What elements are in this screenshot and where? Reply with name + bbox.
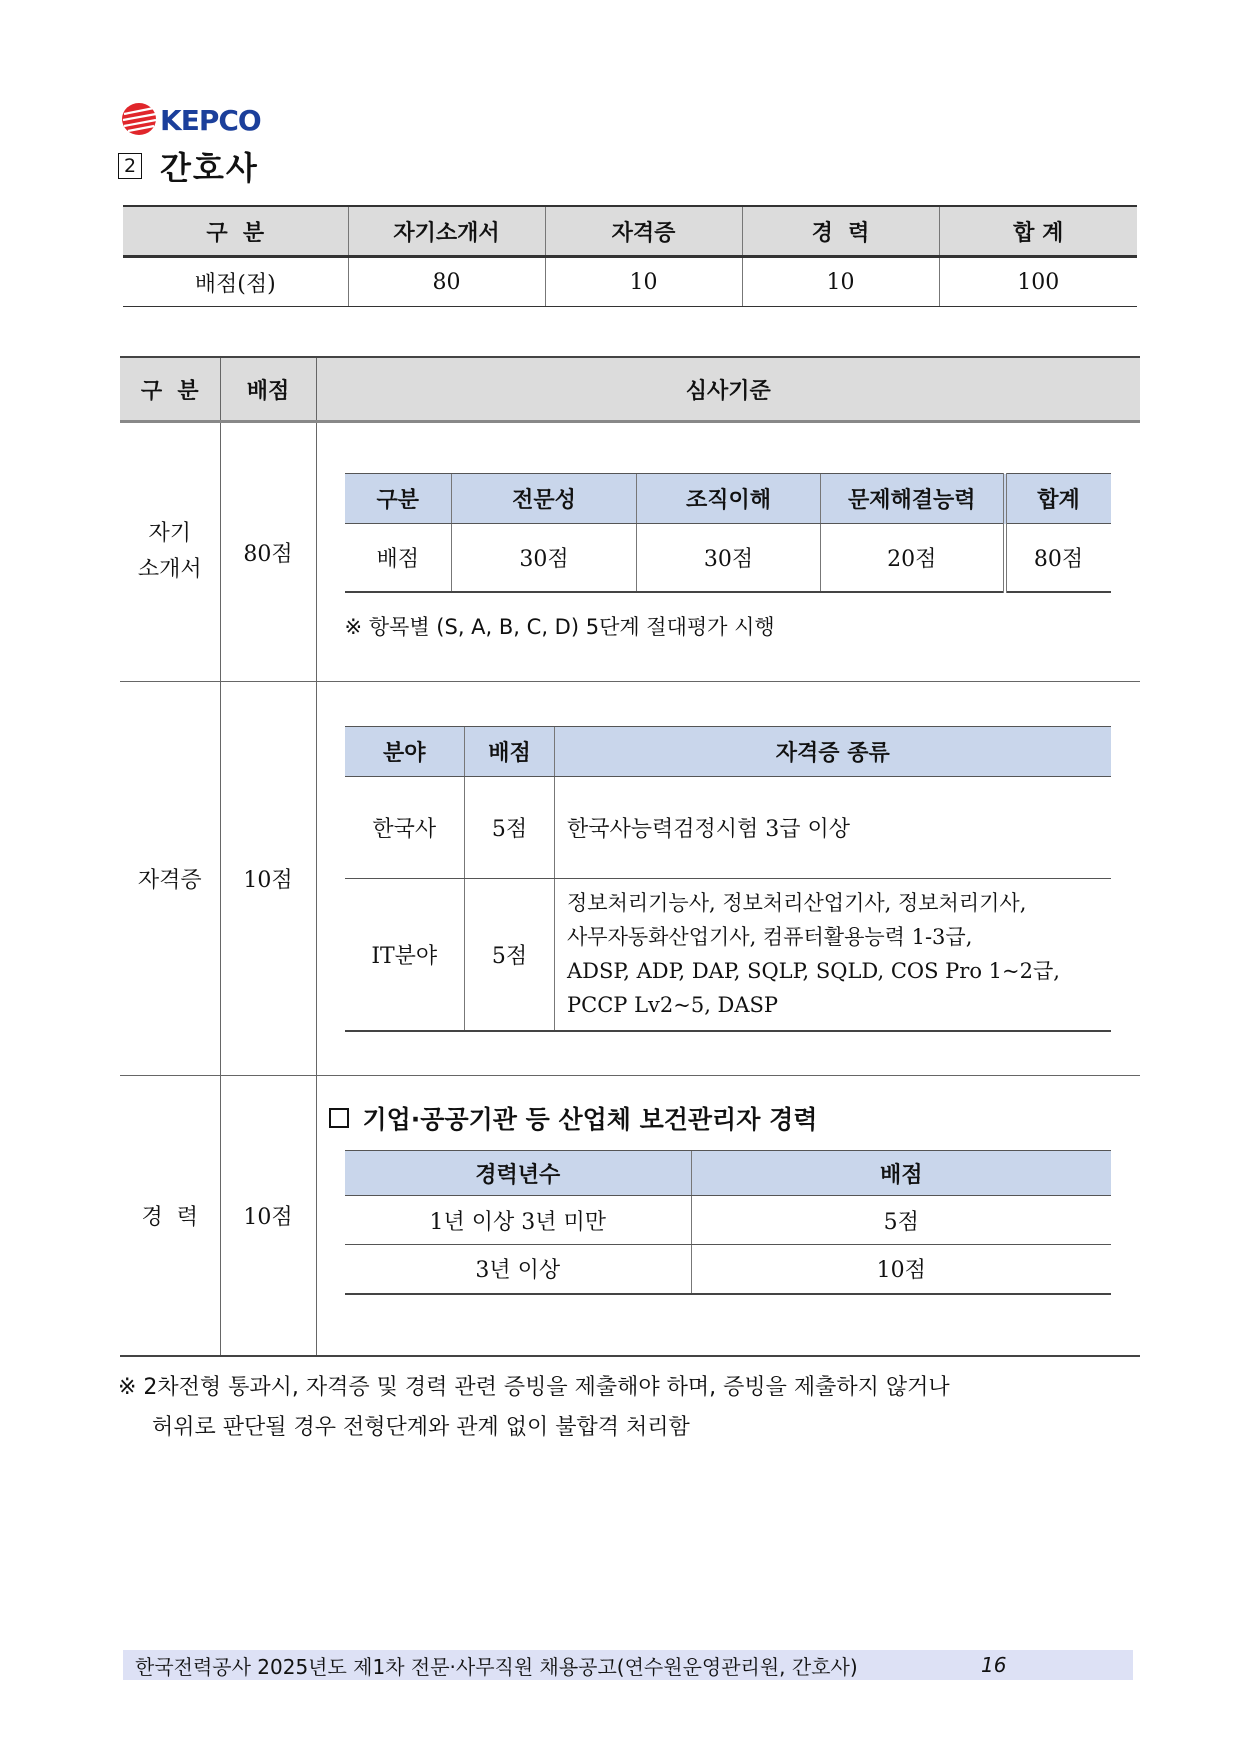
header-category: 구 분 (120, 357, 220, 422)
row-label-line1: 자기 (148, 521, 191, 546)
table-row (345, 879, 1111, 1031)
table-header-row (345, 474, 1111, 524)
page-footer (123, 1650, 1133, 1680)
table-header-row (120, 357, 1140, 422)
cell-total: 80점 (1005, 524, 1111, 592)
cell-score: 5점 (465, 879, 555, 1031)
cell-field: 한국사 (345, 777, 465, 879)
table-row (345, 524, 1111, 592)
row-criteria (316, 1076, 1140, 1356)
table-row (345, 777, 1111, 879)
cell-problem-solving: 20점 (821, 524, 1005, 592)
table-header-row (345, 1151, 1111, 1196)
header-total: 합계 (1005, 474, 1111, 524)
score-summary-table (123, 205, 1137, 307)
career-subtitle-text: 기업·공공기관 등 산업체 보건관리자 경력 (362, 1105, 818, 1134)
header-certificate: 자격증 (545, 206, 742, 257)
header-total: 합 계 (939, 206, 1137, 257)
header-field: 분야 (345, 727, 465, 777)
cell-career-years: 3년 이상 (345, 1245, 692, 1294)
criteria-row-self-intro (120, 422, 1140, 682)
criteria-table (120, 356, 1140, 1357)
cell-total-score: 100 (939, 257, 1137, 307)
row-criteria (316, 682, 1140, 1076)
cert-line: 사무자동화산업기사, 컴퓨터활용능력 1-3급, (567, 925, 973, 950)
header-category: 구분 (345, 474, 452, 524)
submission-note (118, 1368, 1138, 1448)
cell-score: 5점 (465, 777, 555, 879)
header-expertise: 전문성 (452, 474, 637, 524)
row-label (120, 422, 220, 682)
note-line1: ※ 2차전형 통과시, 자격증 및 경력 관련 증빙을 제출해야 하며, 증빙을 제출하지 않거나 (118, 1375, 950, 1400)
cell-career-years: 1년 이상 3년 미만 (345, 1196, 692, 1245)
cert-line: ADSP, ADP, DAP, SQLP, SQLD, COS Pro 1~2급, (567, 959, 1060, 984)
criteria-row-certificate (120, 682, 1140, 1076)
header-org-understanding: 조직이해 (637, 474, 821, 524)
table-header-row (123, 206, 1137, 257)
table-row (345, 1196, 1111, 1245)
cell-score-label: 배점(점) (123, 257, 348, 307)
kepco-wordmark: KEPCO (160, 104, 261, 137)
kepco-emblem-icon (122, 103, 156, 135)
cell-org-understanding: 30점 (637, 524, 821, 592)
cell-cert-types (555, 879, 1111, 1031)
cert-line: 정보처리기능사, 정보처리산업기사, 정보처리기사, (567, 891, 1027, 916)
header-score: 배점 (220, 357, 316, 422)
table-row (123, 257, 1137, 307)
criteria-row-career (120, 1076, 1140, 1356)
header-score: 배점 (692, 1151, 1111, 1196)
career-subtitle (329, 1100, 1141, 1136)
note-line2: 허위로 판단될 경우 전형단계와 관계 없이 불합격 처리함 (152, 1415, 690, 1440)
table-row (345, 1245, 1111, 1294)
header-criteria: 심사기준 (316, 357, 1140, 422)
header-self-intro: 자기소개서 (348, 206, 545, 257)
cell-self-intro-score: 80 (348, 257, 545, 307)
section-title: 간호사 (160, 149, 259, 187)
header-cert-types: 자격증 종류 (555, 727, 1111, 777)
cell-career-score: 10 (742, 257, 939, 307)
cell-score: 10점 (692, 1245, 1111, 1294)
header-score: 배점 (465, 727, 555, 777)
cell-field: IT분야 (345, 879, 465, 1031)
cell-label: 배점 (345, 524, 452, 592)
cert-line: PCCP Lv2~5, DASP (567, 993, 779, 1018)
checkbox-square-icon (329, 1108, 349, 1128)
cell-expertise: 30점 (452, 524, 637, 592)
row-label: 경 력 (120, 1076, 220, 1356)
row-score: 10점 (220, 682, 316, 1076)
certificate-table (345, 726, 1111, 1032)
page-number: 16 (981, 1653, 1007, 1677)
row-criteria (316, 422, 1140, 682)
self-intro-score-table (345, 473, 1111, 593)
header-category: 구 분 (123, 206, 348, 257)
row-label-line2: 소개서 (137, 557, 202, 582)
section-number: 2 (118, 153, 142, 179)
section-heading (118, 146, 259, 186)
cell-certificate-score: 10 (545, 257, 742, 307)
table-header-row (345, 727, 1111, 777)
kepco-logo (120, 100, 280, 138)
header-problem-solving: 문제해결능력 (821, 474, 1005, 524)
cell-cert-types: 한국사능력검정시험 3급 이상 (555, 777, 1111, 879)
cell-score: 5점 (692, 1196, 1111, 1245)
header-career: 경 력 (742, 206, 939, 257)
row-score: 10점 (220, 1076, 316, 1356)
row-score: 80점 (220, 422, 316, 682)
footer-text: 한국전력공사 2025년도 제1차 전문·사무직원 채용공고(연수원운영관리원, 간호사) (135, 1654, 858, 1679)
evaluation-note: ※ 항목별 (S, A, B, C, D) 5단계 절대평가 시행 (344, 614, 775, 639)
header-career-years: 경력년수 (345, 1151, 692, 1196)
row-label: 자격증 (120, 682, 220, 1076)
career-table (345, 1150, 1111, 1295)
